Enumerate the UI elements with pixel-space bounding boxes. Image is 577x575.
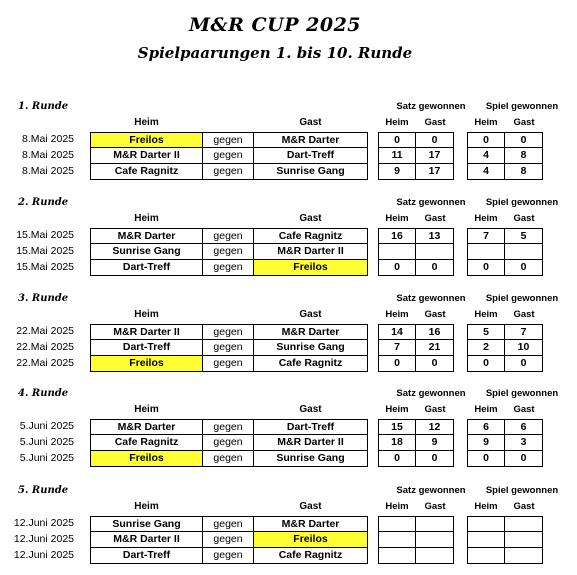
versus-label: gegen (203, 148, 253, 164)
spiel-gast-header: Gast (513, 309, 535, 320)
versus-label: gegen (203, 340, 253, 356)
spiel-gast-cell: 6 (505, 419, 543, 435)
round-block (0, 388, 559, 478)
away-team-cell: M&R Darter (253, 516, 368, 532)
home-team-cell: M&R Darter (90, 228, 203, 244)
match-row (0, 516, 550, 532)
satz-heim-cell: 9 (378, 164, 416, 180)
spiel-gast-cell: 8 (505, 148, 543, 164)
round-label: 4. Runde (18, 388, 69, 399)
home-team-cell: Sunrise Gang (90, 516, 203, 532)
match-row (0, 132, 550, 148)
satz-heim-cell: 18 (378, 435, 416, 451)
satz-gewonnen-header: Satz gewonnen (396, 388, 466, 399)
versus-label: gegen (203, 356, 253, 372)
satz-gewonnen-header: Satz gewonnen (396, 197, 466, 208)
spiel-heim-cell: 6 (467, 419, 505, 435)
spiel-heim-header: Heim (474, 213, 498, 224)
spiel-gast-header: Gast (513, 404, 535, 415)
match-date: 22.Mai 2025 (16, 357, 74, 369)
match-date: 22.Mai 2025 (16, 325, 74, 337)
versus-label: gegen (203, 451, 253, 467)
satz-heim-cell: 0 (378, 451, 416, 467)
satz-gast-cell: 17 (416, 164, 454, 180)
home-team-cell: Sunrise Gang (90, 244, 203, 260)
satz-heim-header: Heim (385, 309, 409, 320)
match-date: 5.Juni 2025 (19, 420, 74, 432)
satz-gast-cell (416, 516, 454, 532)
satz-heim-cell (378, 532, 416, 548)
away-team-cell: M&R Darter (253, 132, 368, 148)
away-team-cell: M&R Darter II (253, 435, 368, 451)
versus-label: gegen (203, 244, 253, 260)
spiel-heim-cell: 0 (467, 132, 505, 148)
heim-column-header: Heim (134, 501, 159, 512)
match-rows (0, 419, 550, 467)
round-block (0, 485, 559, 575)
match-row (0, 451, 550, 467)
spiel-gast-cell: 3 (505, 435, 543, 451)
home-team-cell: Freilos (90, 132, 203, 148)
round-label: 2. Runde (18, 197, 69, 208)
away-team-cell: Sunrise Gang (253, 340, 368, 356)
away-team-cell: Cafe Ragnitz (253, 356, 368, 372)
satz-gast-cell: 0 (416, 260, 454, 276)
away-team-cell: Dart-Treff (253, 419, 368, 435)
satz-heim-cell: 0 (378, 260, 416, 276)
spiel-heim-cell: 5 (467, 324, 505, 340)
home-team-cell: Freilos (90, 356, 203, 372)
match-rows (0, 324, 550, 372)
match-date: 5.Juni 2025 (19, 452, 74, 464)
match-date: 15.Mai 2025 (16, 229, 74, 241)
spiel-gast-cell: 10 (505, 340, 543, 356)
satz-gast-cell: 16 (416, 324, 454, 340)
spiel-gast-cell: 0 (505, 132, 543, 148)
spiel-heim-header: Heim (474, 404, 498, 415)
match-rows (0, 132, 550, 180)
heim-column-header: Heim (134, 309, 159, 320)
match-date: 15.Mai 2025 (16, 261, 74, 273)
match-date: 12.Juni 2025 (13, 533, 74, 545)
match-row (0, 340, 550, 356)
satz-gast-cell: 0 (416, 451, 454, 467)
versus-label: gegen (203, 435, 253, 451)
spiel-heim-cell: 4 (467, 148, 505, 164)
satz-gast-header: Gast (424, 117, 446, 128)
spiel-gewonnen-header: Spiel gewonnen (485, 293, 559, 304)
gast-column-header: Gast (299, 404, 322, 415)
round-label: 3. Runde (18, 293, 69, 304)
round-block (0, 293, 559, 383)
match-row (0, 356, 550, 372)
spiel-heim-header: Heim (474, 309, 498, 320)
match-row (0, 324, 550, 340)
gast-column-header: Gast (299, 309, 322, 320)
satz-gast-cell: 0 (416, 132, 454, 148)
satz-heim-cell (378, 244, 416, 260)
spiel-gast-cell (505, 548, 543, 564)
spiel-gast-header: Gast (513, 213, 535, 224)
spiel-gast-cell: 0 (505, 356, 543, 372)
spiel-gast-cell: 5 (505, 228, 543, 244)
satz-gast-cell: 0 (416, 356, 454, 372)
match-row (0, 260, 550, 276)
match-rows (0, 516, 550, 564)
match-row (0, 419, 550, 435)
away-team-cell: Cafe Ragnitz (253, 228, 368, 244)
satz-gast-cell: 9 (416, 435, 454, 451)
satz-heim-header: Heim (385, 213, 409, 224)
home-team-cell: Dart-Treff (90, 340, 203, 356)
gast-column-header: Gast (299, 501, 322, 512)
spiel-gast-cell (505, 244, 543, 260)
spiel-heim-header: Heim (474, 501, 498, 512)
heim-column-header: Heim (134, 404, 159, 415)
home-team-cell: Cafe Ragnitz (90, 164, 203, 180)
match-date: 8.Mai 2025 (22, 133, 74, 145)
match-date: 12.Juni 2025 (13, 517, 74, 529)
match-row (0, 244, 550, 260)
match-row (0, 164, 550, 180)
versus-label: gegen (203, 164, 253, 180)
home-team-cell: M&R Darter II (90, 532, 203, 548)
versus-label: gegen (203, 516, 253, 532)
spiel-heim-cell: 0 (467, 260, 505, 276)
satz-heim-cell: 0 (378, 132, 416, 148)
spiel-gast-cell: 7 (505, 324, 543, 340)
satz-gast-header: Gast (424, 404, 446, 415)
versus-label: gegen (203, 324, 253, 340)
round-block (0, 101, 559, 191)
satz-heim-cell: 16 (378, 228, 416, 244)
spiel-heim-cell: 0 (467, 356, 505, 372)
satz-heim-cell: 7 (378, 340, 416, 356)
spiel-heim-cell: 2 (467, 340, 505, 356)
satz-gewonnen-header: Satz gewonnen (396, 101, 466, 112)
spiel-heim-cell (467, 516, 505, 532)
spiel-heim-cell (467, 244, 505, 260)
gast-column-header: Gast (299, 117, 322, 128)
spiel-heim-cell (467, 548, 505, 564)
round-label: 5. Runde (18, 485, 69, 496)
home-team-cell: Cafe Ragnitz (90, 435, 203, 451)
spiel-gewonnen-header: Spiel gewonnen (485, 101, 559, 112)
page-subtitle: Spielpaarungen 1. bis 10. Runde (137, 44, 413, 62)
satz-gast-cell (416, 548, 454, 564)
versus-label: gegen (203, 419, 253, 435)
spiel-heim-cell: 7 (467, 228, 505, 244)
match-date: 15.Mai 2025 (16, 245, 74, 257)
satz-heim-cell (378, 516, 416, 532)
away-team-cell: Sunrise Gang (253, 164, 368, 180)
versus-label: gegen (203, 548, 253, 564)
home-team-cell: Dart-Treff (90, 260, 203, 276)
spiel-heim-cell: 9 (467, 435, 505, 451)
away-team-cell: M&R Darter II (253, 244, 368, 260)
spiel-gast-header: Gast (513, 501, 535, 512)
away-team-cell: Cafe Ragnitz (253, 548, 368, 564)
versus-label: gegen (203, 228, 253, 244)
spiel-gast-cell (505, 516, 543, 532)
satz-gewonnen-header: Satz gewonnen (396, 485, 466, 496)
satz-heim-cell: 0 (378, 356, 416, 372)
match-date: 5.Juni 2025 (19, 436, 74, 448)
satz-heim-header: Heim (385, 404, 409, 415)
versus-label: gegen (203, 260, 253, 276)
home-team-cell: M&R Darter II (90, 324, 203, 340)
home-team-cell: Freilos (90, 451, 203, 467)
satz-heim-cell: 15 (378, 419, 416, 435)
spiel-gewonnen-header: Spiel gewonnen (485, 197, 559, 208)
round-label: 1. Runde (18, 101, 69, 112)
heim-column-header: Heim (134, 213, 159, 224)
spiel-gewonnen-header: Spiel gewonnen (485, 485, 559, 496)
satz-gast-cell (416, 244, 454, 260)
spiel-gast-header: Gast (513, 117, 535, 128)
away-team-cell: Dart-Treff (253, 148, 368, 164)
home-team-cell: Dart-Treff (90, 548, 203, 564)
satz-gast-cell (416, 532, 454, 548)
page-title: M&R CUP 2025 (188, 14, 362, 36)
away-team-cell: M&R Darter (253, 324, 368, 340)
spiel-heim-cell: 0 (467, 451, 505, 467)
match-date: 8.Mai 2025 (22, 149, 74, 161)
away-team-cell: Freilos (253, 532, 368, 548)
satz-gewonnen-header: Satz gewonnen (396, 293, 466, 304)
match-row (0, 435, 550, 451)
away-team-cell: Sunrise Gang (253, 451, 368, 467)
round-block (0, 197, 559, 287)
satz-gast-header: Gast (424, 501, 446, 512)
spiel-gast-cell: 0 (505, 260, 543, 276)
match-row (0, 148, 550, 164)
match-rows (0, 228, 550, 276)
match-row (0, 532, 550, 548)
satz-heim-header: Heim (385, 501, 409, 512)
match-date: 12.Juni 2025 (13, 549, 74, 561)
satz-heim-cell (378, 548, 416, 564)
satz-gast-cell: 12 (416, 419, 454, 435)
spiel-gast-cell: 0 (505, 451, 543, 467)
away-team-cell: Freilos (253, 260, 368, 276)
versus-label: gegen (203, 532, 253, 548)
satz-heim-cell: 11 (378, 148, 416, 164)
home-team-cell: M&R Darter (90, 419, 203, 435)
satz-heim-cell: 14 (378, 324, 416, 340)
match-date: 8.Mai 2025 (22, 165, 74, 177)
satz-gast-cell: 17 (416, 148, 454, 164)
heim-column-header: Heim (134, 117, 159, 128)
spiel-gewonnen-header: Spiel gewonnen (485, 388, 559, 399)
satz-heim-header: Heim (385, 117, 409, 128)
match-row (0, 228, 550, 244)
satz-gast-header: Gast (424, 309, 446, 320)
spiel-heim-cell: 4 (467, 164, 505, 180)
satz-gast-header: Gast (424, 213, 446, 224)
satz-gast-cell: 13 (416, 228, 454, 244)
home-team-cell: M&R Darter II (90, 148, 203, 164)
spiel-gast-cell (505, 532, 543, 548)
match-row (0, 548, 550, 564)
versus-label: gegen (203, 132, 253, 148)
match-date: 22.Mai 2025 (16, 341, 74, 353)
spiel-heim-header: Heim (474, 117, 498, 128)
gast-column-header: Gast (299, 213, 322, 224)
spiel-heim-cell (467, 532, 505, 548)
spiel-gast-cell: 8 (505, 164, 543, 180)
satz-gast-cell: 21 (416, 340, 454, 356)
